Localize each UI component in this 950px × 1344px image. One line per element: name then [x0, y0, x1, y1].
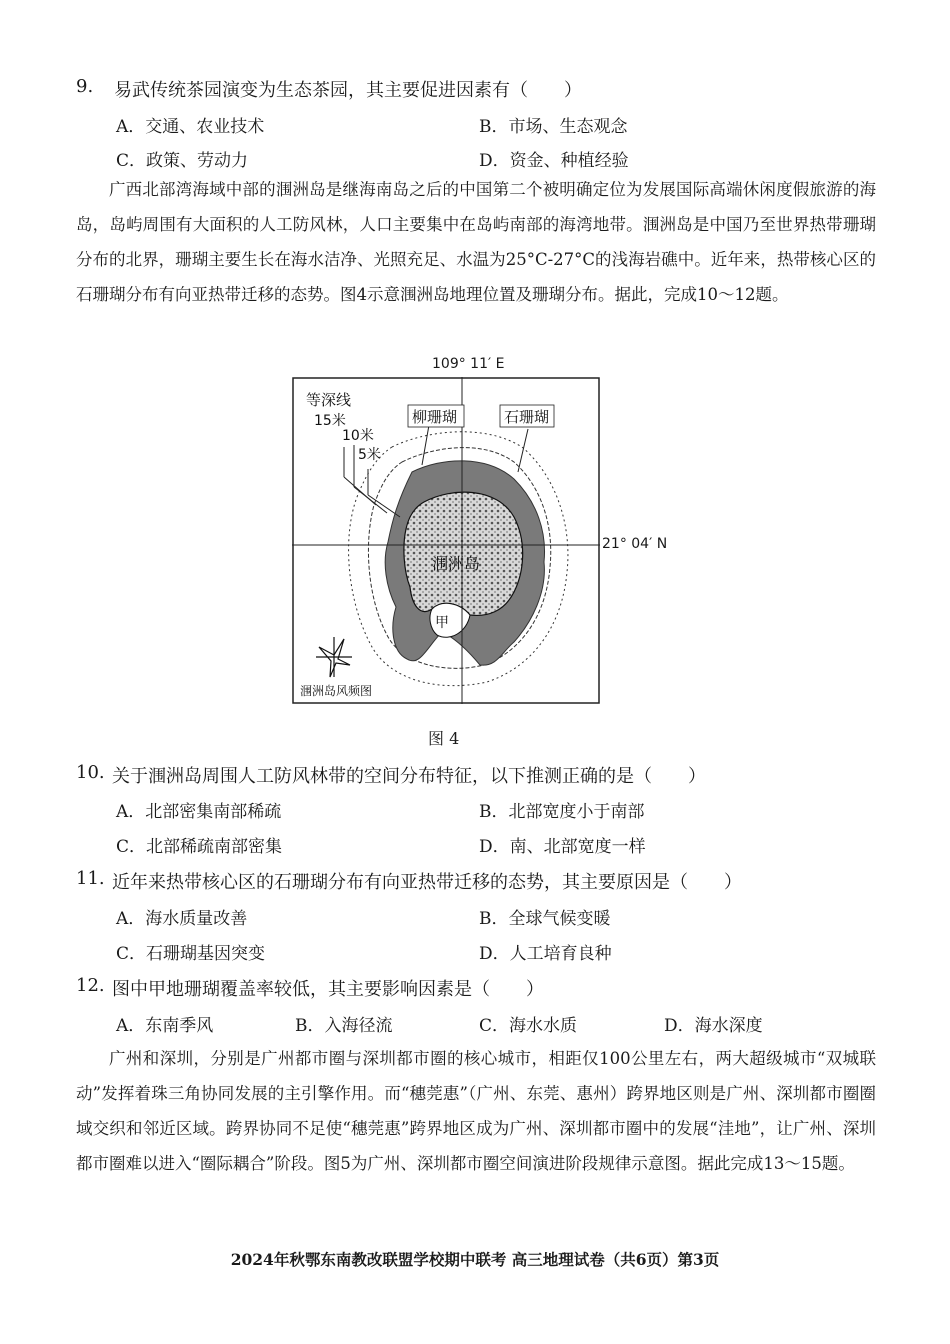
page-footer: 2024年秋鄂东南教改联盟学校期中联考 高三地理试卷（共6页）第3页: [230, 1250, 720, 1269]
map-label-soft-coral: 柳珊瑚: [412, 408, 458, 426]
q10-stem: 关于涠洲岛周围人工防风林带的空间分布特征，以下推测正确的是（ ）: [112, 766, 706, 787]
q11-stem: 近年来热带核心区的石珊瑚分布有向亚热带迁移的态势，其主要原因是（ ）: [112, 872, 742, 893]
map-site-jia: 甲: [435, 615, 449, 631]
map-wind-rose-label: 涠洲岛风频图: [300, 684, 373, 698]
q12-option-b: B．入海径流: [295, 1016, 393, 1036]
q11-option-b: B．全球气候变暖: [479, 909, 611, 929]
q11-option-a: A．海水质量改善: [116, 909, 248, 929]
q10-option-a: A．北部密集南部稀疏: [116, 802, 282, 822]
q9-option-c: C．政策、劳动力: [116, 151, 249, 171]
passage-guangzhou-shenzhen: 广州和深圳，分别是广州都市圈与深圳都市圈的核心城市，相距仅100公里左右，两大超级城市“双城联动”发挥着珠三角协同发展的主引擎作用。而“穗莞惠”（广州、东莞、惠州）跨界地区则是广州、深圳都市圈圈域交织和邻近区域。跨界协同不足使“穗莞惠”跨界地区成为广州、深圳都市圈中的发展“洼地”，让广州、深圳都市圈难以进入“圈际耦合”阶段。图5为广州、深圳都市圈空间演进阶段规律示意图。据此完成13～15题。: [76, 1049, 876, 1173]
map-label-stone-coral: 石珊瑚: [504, 408, 550, 426]
q9-stem: 易武传统茶园演变为生态茶园，其主要促进因素有（ ）: [114, 80, 582, 101]
map-longitude-label: 109° 11′ E: [432, 356, 505, 372]
q11-number: 11.: [76, 868, 105, 889]
map-isobath-title: 等深线: [306, 391, 352, 409]
q11-option-d: D．人工培育良种: [479, 944, 612, 964]
q12-option-d: D．海水深度: [664, 1016, 763, 1036]
figure-4-caption: 图 4: [428, 729, 460, 748]
figure-4-map: [292, 377, 600, 704]
map-isobath-5m: 5米: [358, 447, 381, 463]
map-latitude-label: 21° 04′ N: [602, 536, 668, 552]
q9-option-d: D．资金、种植经验: [479, 151, 629, 171]
q10-number: 10.: [76, 762, 105, 783]
q9-option-a: A．交通、农业技术: [116, 117, 265, 137]
map-isobath-10m: 10米: [342, 428, 374, 444]
q9-number: 9.: [76, 76, 94, 97]
q10-option-b: B．北部宽度小于南部: [479, 802, 645, 822]
q12-number: 12.: [76, 975, 105, 996]
q10-option-d: D．南、北部宽度一样: [479, 837, 646, 857]
q10-option-c: C．北部稀疏南部密集: [116, 837, 283, 857]
q9-option-b: B．市场、生态观念: [479, 117, 628, 137]
map-island-name: 涠洲岛: [432, 554, 481, 573]
q12-option-c: C．海水水质: [479, 1016, 578, 1036]
q12-stem: 图中甲地珊瑚覆盖率较低，其主要影响因素是（ ）: [112, 979, 544, 1000]
q12-option-a: A．东南季风: [116, 1016, 214, 1036]
map-isobath-15m: 15米: [314, 413, 346, 429]
q11-option-c: C．石珊瑚基因突变: [116, 944, 266, 964]
passage-weizhou-island: 广西北部湾海域中部的涠洲岛是继海南岛之后的中国第二个被明确定位为发展国际高端休闲度假旅游的海岛，岛屿周围有大面积的人工防风林，人口主要集中在岛屿南部的海湾地带。涠洲岛是中国乃至世界热带珊瑚分布的北界，珊瑚主要生长在海水洁净、光照充足、水温为25°C-27°C的浅海岩礁中。近年来，热带核心区的石珊瑚分布有向亚热带迁移的态势。图4示意涠洲岛地理位置及珊瑚分布。据此，完成10～12题。: [76, 180, 876, 304]
